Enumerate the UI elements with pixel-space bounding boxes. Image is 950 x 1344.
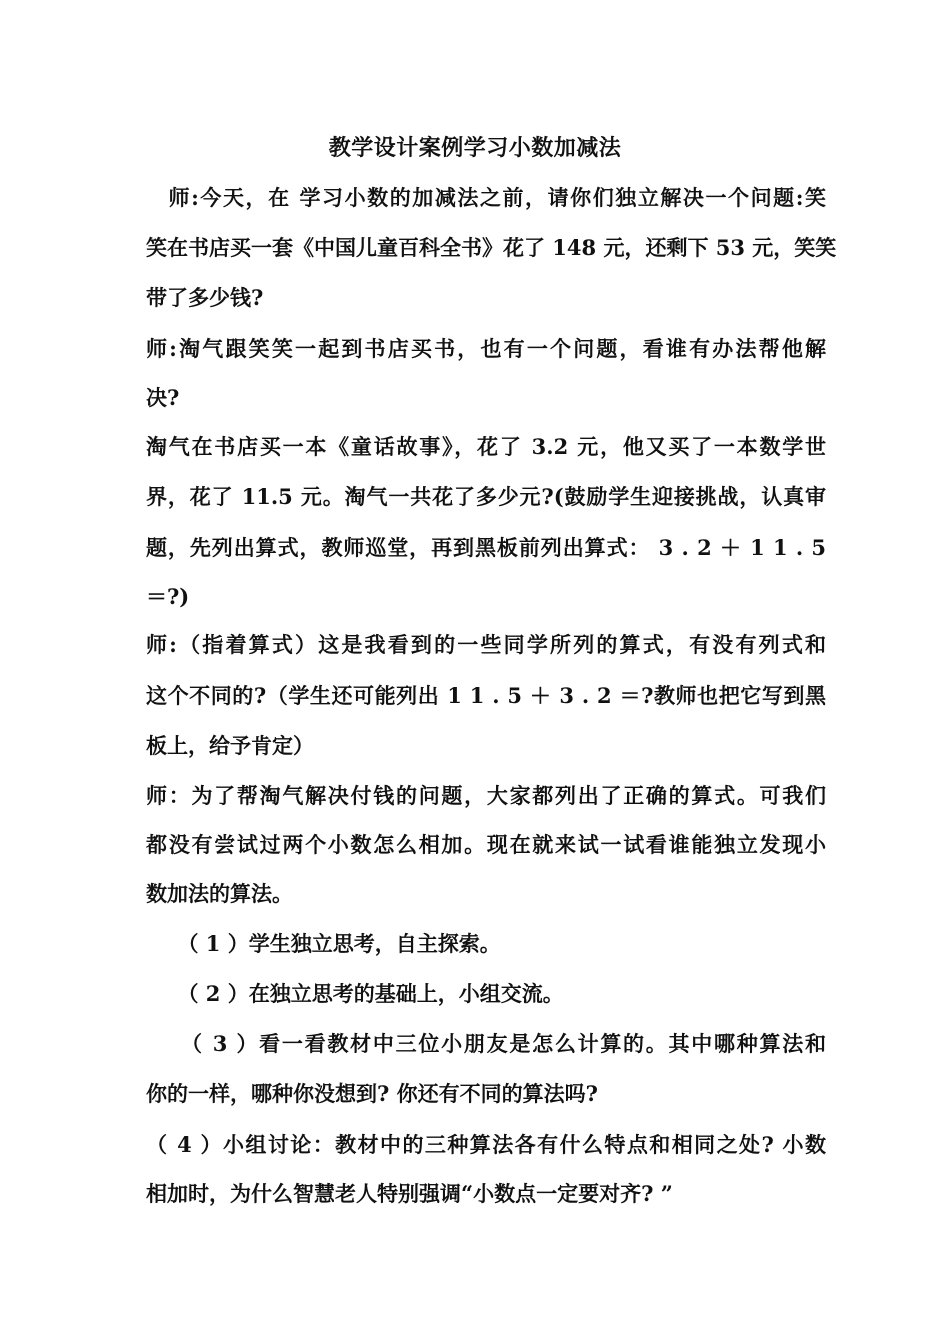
paragraph-line: 师:（指着算式）这是我看到的一些同学所列的算式，有没有列式和	[146, 632, 826, 657]
paragraph-line: 都没有尝试过两个小数怎么相加。现在就来试一试看谁能独立发现小	[146, 832, 826, 857]
list-item-step-2: （ 2 ）在独立思考的基础上，小组交流。	[146, 981, 564, 1006]
paragraph-line: 你的一样，哪种你没想到? 你还有不同的算法吗?	[146, 1081, 598, 1106]
paragraph-line: 决?	[146, 385, 180, 410]
paragraph-line: 笑在书店买一套《中国儿童百科全书》花了 148 元，还剩下 53 元，笑笑	[146, 235, 837, 260]
paragraph-line: 师:今天，在 学习小数的加减法之前，请你们独立解决一个问题:笑	[146, 185, 826, 210]
list-item-step-1: （ 1 ）学生独立思考，自主探索。	[146, 931, 501, 956]
paragraph-line: 带了多少钱?	[146, 285, 264, 310]
paragraph-line: 相加时，为什么智慧老人特别强调“小数点一定要对齐? ”	[146, 1181, 673, 1206]
paragraph-line: 板上，给予肯定）	[146, 733, 314, 758]
paragraph-line: 淘气在书店买一本《童话故事》，花了 3.2 元，他又买了一本数学世	[146, 434, 826, 459]
paragraph-line: 师：为了帮淘气解决付钱的问题，大家都列出了正确的算式。可我们	[146, 783, 826, 808]
paragraph-line: 界，花了 11.5 元。淘气一共花了多少元?(鼓励学生迎接挑战，认真审	[146, 484, 826, 509]
list-item-step-3: （ 3 ）看一看教材中三位小朋友是怎么计算的。其中哪种算法和	[146, 1031, 826, 1056]
paragraph-line: 这个不同的?（学生还可能列出 1 1 . 5 ＋ 3 . 2 ＝?教师也把它写到黑	[146, 683, 826, 708]
paragraph-line: 题，先列出算式，教师巡堂，再到黑板前列出算式： 3 . 2 ＋ 1 1 . 5	[146, 535, 826, 560]
paragraph-line: ＝?)	[146, 584, 190, 609]
document-title: 教学设计案例学习小数加减法	[328, 135, 622, 161]
paragraph-line: 师:淘气跟笑笑一起到书店买书，也有一个问题，看谁有办法帮他解	[146, 336, 826, 361]
list-item-step-4: （ 4 ）小组讨论：教材中的三种算法各有什么特点和相同之处? 小数	[146, 1132, 826, 1157]
paragraph-line: 数加法的算法。	[146, 881, 293, 906]
